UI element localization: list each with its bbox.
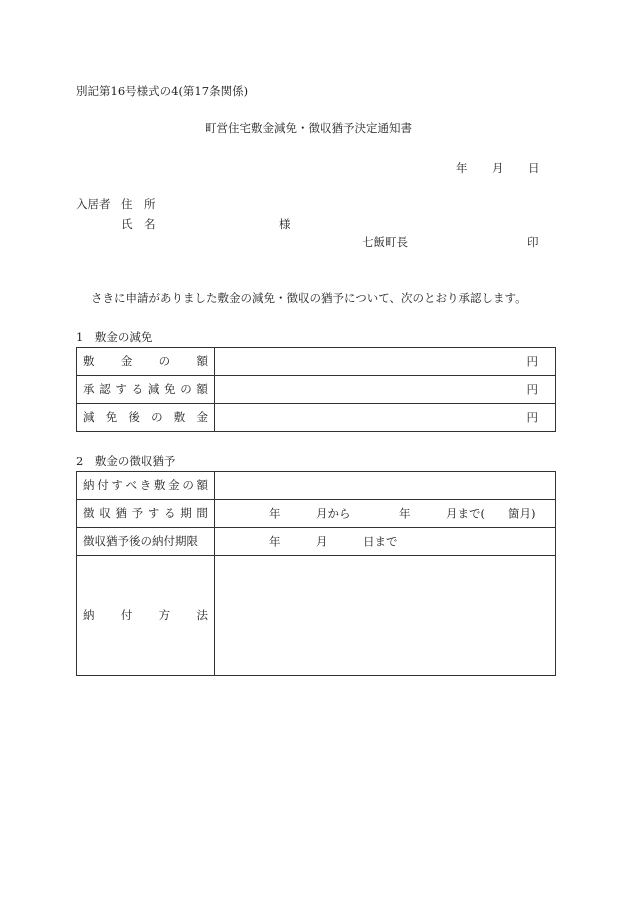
period-start-year: 年 bbox=[269, 505, 281, 520]
label-char: 納 bbox=[83, 607, 95, 622]
table-row bbox=[77, 472, 556, 500]
label-char: べ bbox=[125, 477, 138, 492]
label-char: 金 bbox=[196, 409, 208, 424]
deposit-amount-label bbox=[77, 348, 215, 376]
period-start-month: 月から bbox=[316, 505, 351, 520]
label-char: 減 bbox=[83, 409, 95, 424]
date-year: 年 bbox=[456, 161, 468, 175]
label-char: 額 bbox=[196, 381, 208, 396]
label-char: す bbox=[111, 477, 123, 492]
label-char: 付 bbox=[120, 607, 133, 622]
label-char: 納 bbox=[83, 477, 95, 492]
label-char: 承 bbox=[83, 381, 95, 396]
label-char: 免 bbox=[164, 381, 176, 396]
label-char: 免 bbox=[105, 409, 118, 424]
label-char: 方 bbox=[158, 607, 171, 622]
seal-mark: 印 bbox=[527, 235, 539, 249]
form-number: 別記第16号様式の4(第17条関係) bbox=[76, 84, 249, 98]
table-row bbox=[77, 404, 556, 432]
section2-heading: 2 敷金の徴収猶予 bbox=[76, 454, 176, 468]
label-char: す bbox=[115, 381, 127, 396]
label-char: き bbox=[139, 477, 152, 492]
table-row bbox=[77, 348, 556, 376]
label-char: 認 bbox=[99, 381, 111, 396]
date-month: 月 bbox=[492, 161, 504, 175]
table-row bbox=[77, 376, 556, 404]
label-char: 後 bbox=[128, 409, 140, 424]
label-char: の bbox=[158, 353, 171, 368]
label-char: の bbox=[151, 409, 163, 424]
date-day: 日 bbox=[528, 161, 540, 175]
section1-heading: 1 敷金の減免 bbox=[76, 330, 153, 344]
label-char: の bbox=[182, 477, 194, 492]
period-end-year: 年 bbox=[399, 505, 411, 520]
label-char: 期 bbox=[180, 505, 192, 520]
deadline-month: 月 bbox=[316, 533, 328, 548]
honorific: 様 bbox=[279, 217, 291, 231]
label-char: る bbox=[164, 505, 176, 520]
deferral-table bbox=[76, 471, 556, 676]
label-char: 金 bbox=[120, 353, 133, 368]
post-reduction-deposit-label bbox=[77, 404, 215, 432]
post-deferral-deadline-label: 徴収猶予後の納付期限 bbox=[77, 528, 215, 556]
label-char: 徴 bbox=[83, 505, 95, 520]
address-label: 住 所 bbox=[121, 197, 156, 211]
intro-text: さきに申請がありました敷金の減免・徴収の猶予について、次のとおり承認します。 bbox=[91, 291, 527, 305]
table-row bbox=[77, 528, 556, 556]
label-char: 敷 bbox=[173, 409, 186, 424]
yen-unit: 円 bbox=[526, 381, 538, 396]
deferral-period-field[interactable] bbox=[215, 500, 556, 528]
label-char: す bbox=[147, 505, 160, 520]
label-char: 法 bbox=[196, 607, 208, 622]
post-deferral-deadline-field[interactable] bbox=[215, 528, 556, 556]
label-char: 敷 bbox=[83, 353, 95, 368]
yen-unit: 円 bbox=[526, 409, 538, 424]
payment-method-label bbox=[77, 556, 215, 676]
name-label: 氏 名 bbox=[121, 217, 156, 231]
label-char: 間 bbox=[196, 505, 208, 520]
issuer-name: 七飯町長 bbox=[362, 235, 408, 249]
payment-method-field[interactable] bbox=[215, 556, 556, 676]
label-char: 猶 bbox=[115, 505, 127, 520]
reduction-table bbox=[76, 347, 556, 432]
label-char: 敷 bbox=[153, 477, 166, 492]
payable-deposit-label bbox=[77, 472, 215, 500]
table-row bbox=[77, 556, 556, 676]
label-char: 金 bbox=[168, 477, 180, 492]
label-char: 予 bbox=[131, 505, 144, 520]
post-reduction-deposit-field[interactable] bbox=[215, 404, 556, 432]
approved-reduction-field[interactable] bbox=[215, 376, 556, 404]
approved-reduction-label bbox=[77, 376, 215, 404]
label-char: 額 bbox=[196, 477, 208, 492]
period-end-month: 月まで( bbox=[446, 505, 485, 520]
yen-unit: 円 bbox=[526, 353, 538, 368]
label-char: の bbox=[180, 381, 192, 396]
label-char: 付 bbox=[97, 477, 109, 492]
payable-deposit-field[interactable] bbox=[215, 472, 556, 500]
period-months: 箇月) bbox=[508, 505, 536, 520]
resident-label: 入居者 bbox=[76, 197, 111, 211]
document-title: 町営住宅敷金減免・徴収猶予決定通知書 bbox=[205, 121, 412, 135]
label-char: 収 bbox=[99, 505, 111, 520]
label-char: る bbox=[131, 381, 144, 396]
label-char: 減 bbox=[147, 381, 160, 396]
deadline-year: 年 bbox=[269, 533, 281, 548]
table-row bbox=[77, 500, 556, 528]
deferral-period-label bbox=[77, 500, 215, 528]
deposit-amount-field[interactable] bbox=[215, 348, 556, 376]
label-char: 額 bbox=[196, 353, 208, 368]
deadline-day: 日まで bbox=[363, 533, 398, 548]
